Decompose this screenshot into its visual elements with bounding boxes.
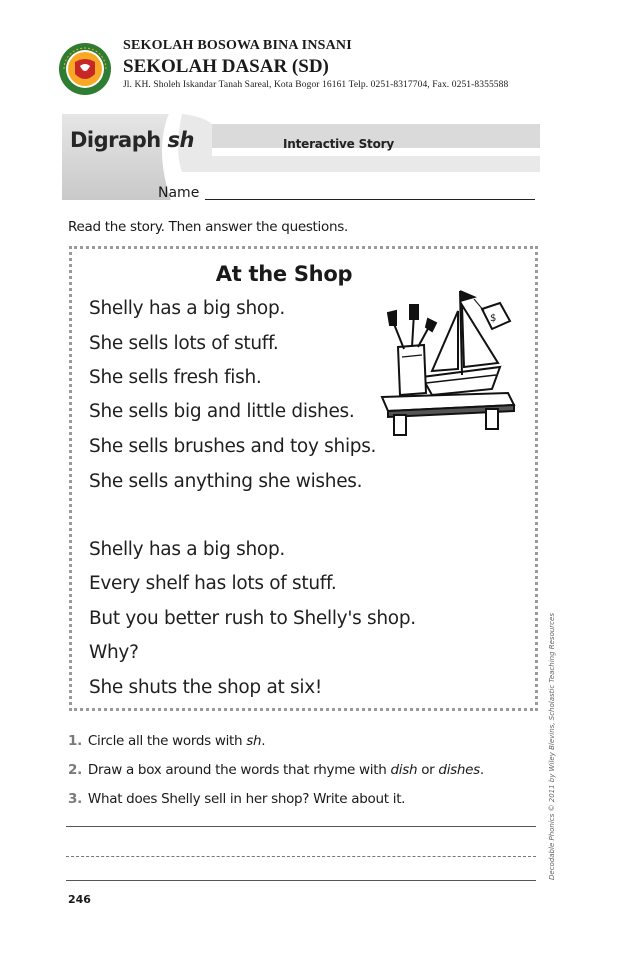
story-line: Every shelf has lots of stuff. <box>89 573 337 594</box>
story-line: Shelly has a big shop. <box>89 298 285 319</box>
worksheet-title: Digraph sh <box>70 128 194 152</box>
story-line: She sells fresh fish. <box>89 367 262 388</box>
story-line: Why? <box>89 642 139 663</box>
answer-line[interactable] <box>66 826 536 827</box>
svg-text:$: $ <box>490 313 497 324</box>
worksheet-header-banner <box>62 110 540 210</box>
story-line: She sells lots of stuff. <box>89 333 279 354</box>
story-line: She shuts the shop at six! <box>89 677 322 698</box>
question-3: 3. What does Shelly sell in her shop? Write about it. <box>68 791 406 807</box>
answer-line[interactable] <box>66 880 536 881</box>
answer-guide-line <box>66 856 536 857</box>
question-2: 2. Draw a box around the words that rhyme with dish or dishes. <box>68 762 484 778</box>
story-line: She sells big and little dishes. <box>89 401 355 422</box>
shelf-with-boat-and-brushes-icon <box>378 285 518 440</box>
school-name: SEKOLAH BOSOWA BINA INSANI <box>123 38 352 53</box>
story-line: Shelly has a big shop. <box>89 539 285 560</box>
story-line: She sells anything she wishes. <box>89 471 363 492</box>
worksheet-subtitle: Interactive Story <box>283 137 394 151</box>
name-label: Name <box>158 185 200 201</box>
story-title: At the Shop <box>215 262 353 286</box>
copyright-notice: Decodable Phonics © 2011 by Wiley Blevins, Scholastic Teaching Resources <box>548 613 556 880</box>
school-level: SEKOLAH DASAR (SD) <box>123 56 329 77</box>
page-number: 246 <box>68 893 91 906</box>
school-crest-icon <box>58 42 112 96</box>
instructions: Read the story. Then answer the questions. <box>68 219 348 235</box>
story-line: She sells brushes and toy ships. <box>89 436 377 457</box>
story-line: But you better rush to Shelly's shop. <box>89 608 416 629</box>
question-1: 1. Circle all the words with sh. <box>68 733 266 749</box>
school-address: Jl. KH. Sholeh Iskandar Tanah Sareal, Kota Bogor 16161 Telp. 0251-8317704, Fax. 0251-8355588 <box>123 80 509 90</box>
name-write-line[interactable] <box>205 199 535 200</box>
